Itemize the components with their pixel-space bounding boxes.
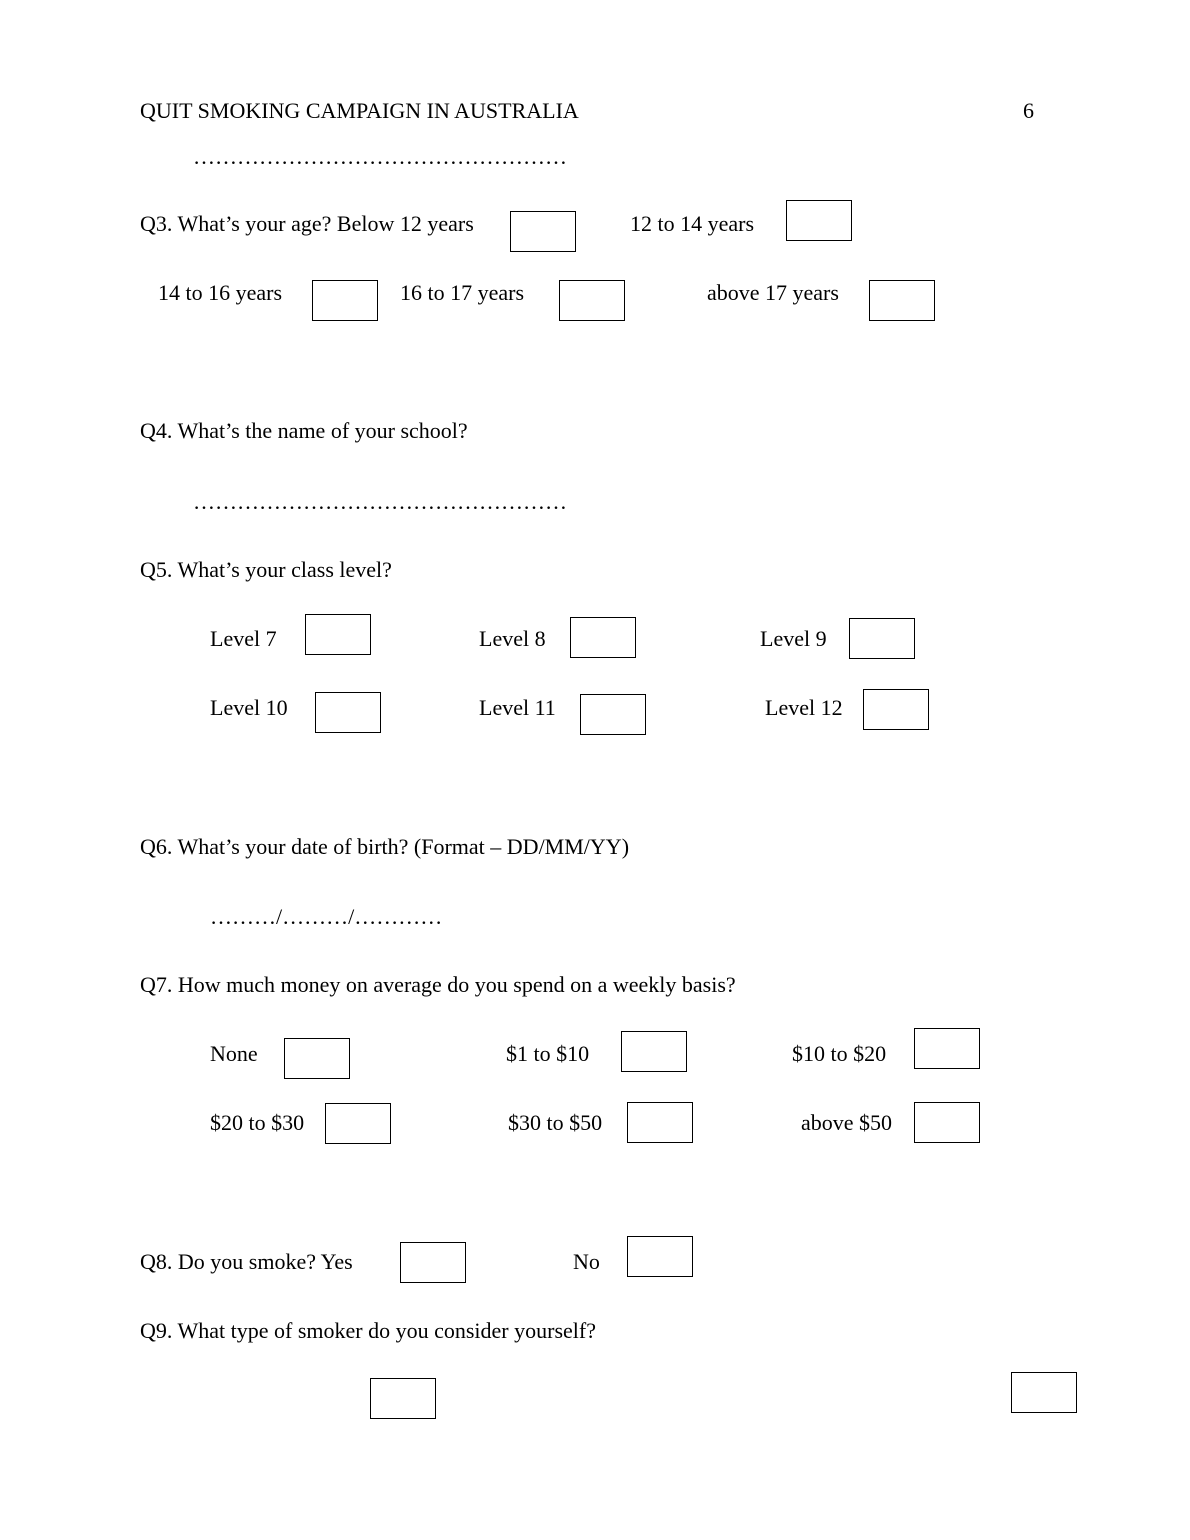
q8-no-checkbox[interactable] [627, 1236, 693, 1277]
q7-above-50-label: above $50 [801, 1110, 893, 1135]
q3-option-12-14-label: 12 to 14 years [630, 211, 755, 236]
page-number: 6 [1023, 98, 1034, 123]
q3-option-above-17-label: above 17 years [707, 280, 839, 305]
q5-level-12-checkbox[interactable] [863, 689, 929, 730]
q4-question: Q4. What’s the name of your school? [140, 418, 468, 443]
q5-level-11-checkbox[interactable] [580, 694, 646, 735]
q5-level-9-label: Level 9 [760, 626, 827, 651]
q5-level-8-label: Level 8 [479, 626, 546, 651]
q3-option-16-17-label: 16 to 17 years [400, 280, 525, 305]
q9-question: Q9. What type of smoker do you consider yourself? [140, 1318, 596, 1343]
q7-1-10-checkbox[interactable] [621, 1031, 687, 1072]
q5-question: Q5. What’s your class level? [140, 557, 392, 582]
q3-question: Q3. What’s your age? Below 12 years [140, 211, 474, 236]
q3-above-17-checkbox[interactable] [869, 280, 935, 321]
q7-10-20-label: $10 to $20 [792, 1041, 887, 1066]
q7-above-50-checkbox[interactable] [914, 1102, 980, 1143]
q7-20-30-checkbox[interactable] [325, 1103, 391, 1144]
q7-none-label: None [210, 1041, 258, 1066]
q7-30-50-label: $30 to $50 [508, 1110, 603, 1135]
q7-question: Q7. How much money on average do you spend on a weekly basis? [140, 972, 736, 997]
q8-question: Q8. Do you smoke? Yes [140, 1249, 353, 1274]
q7-none-checkbox[interactable] [284, 1038, 350, 1079]
q3-14-16-checkbox[interactable] [312, 280, 378, 321]
q2-answer-line: …………………………………………… [193, 144, 567, 169]
q9-option-1-checkbox[interactable] [370, 1378, 436, 1419]
q3-option-14-16-label: 14 to 16 years [158, 280, 283, 305]
q5-level-10-checkbox[interactable] [315, 692, 381, 733]
q5-level-8-checkbox[interactable] [570, 617, 636, 658]
running-header-title: QUIT SMOKING CAMPAIGN IN AUSTRALIA [140, 98, 579, 123]
q9-option-2-checkbox[interactable] [1011, 1372, 1077, 1413]
q7-20-30-label: $20 to $30 [210, 1110, 305, 1135]
q7-10-20-checkbox[interactable] [914, 1028, 980, 1069]
q8-no-label: No [573, 1249, 600, 1274]
q7-1-10-label: $1 to $10 [506, 1041, 590, 1066]
q6-date-answer-line[interactable]: ………/………/………… [210, 904, 443, 929]
q4-answer-line[interactable]: …………………………………………… [193, 489, 567, 514]
q3-12-14-checkbox[interactable] [786, 200, 852, 241]
q3-16-17-checkbox[interactable] [559, 280, 625, 321]
q7-30-50-checkbox[interactable] [627, 1102, 693, 1143]
q5-level-11-label: Level 11 [479, 695, 556, 720]
q3-below-12-checkbox[interactable] [510, 211, 576, 252]
q5-level-7-label: Level 7 [210, 626, 277, 651]
q5-level-7-checkbox[interactable] [305, 614, 371, 655]
q5-level-10-label: Level 10 [210, 695, 288, 720]
q5-level-9-checkbox[interactable] [849, 618, 915, 659]
q5-level-12-label: Level 12 [765, 695, 843, 720]
q8-yes-checkbox[interactable] [400, 1242, 466, 1283]
q6-question: Q6. What’s your date of birth? (Format – DD/MM/YY) [140, 834, 630, 859]
